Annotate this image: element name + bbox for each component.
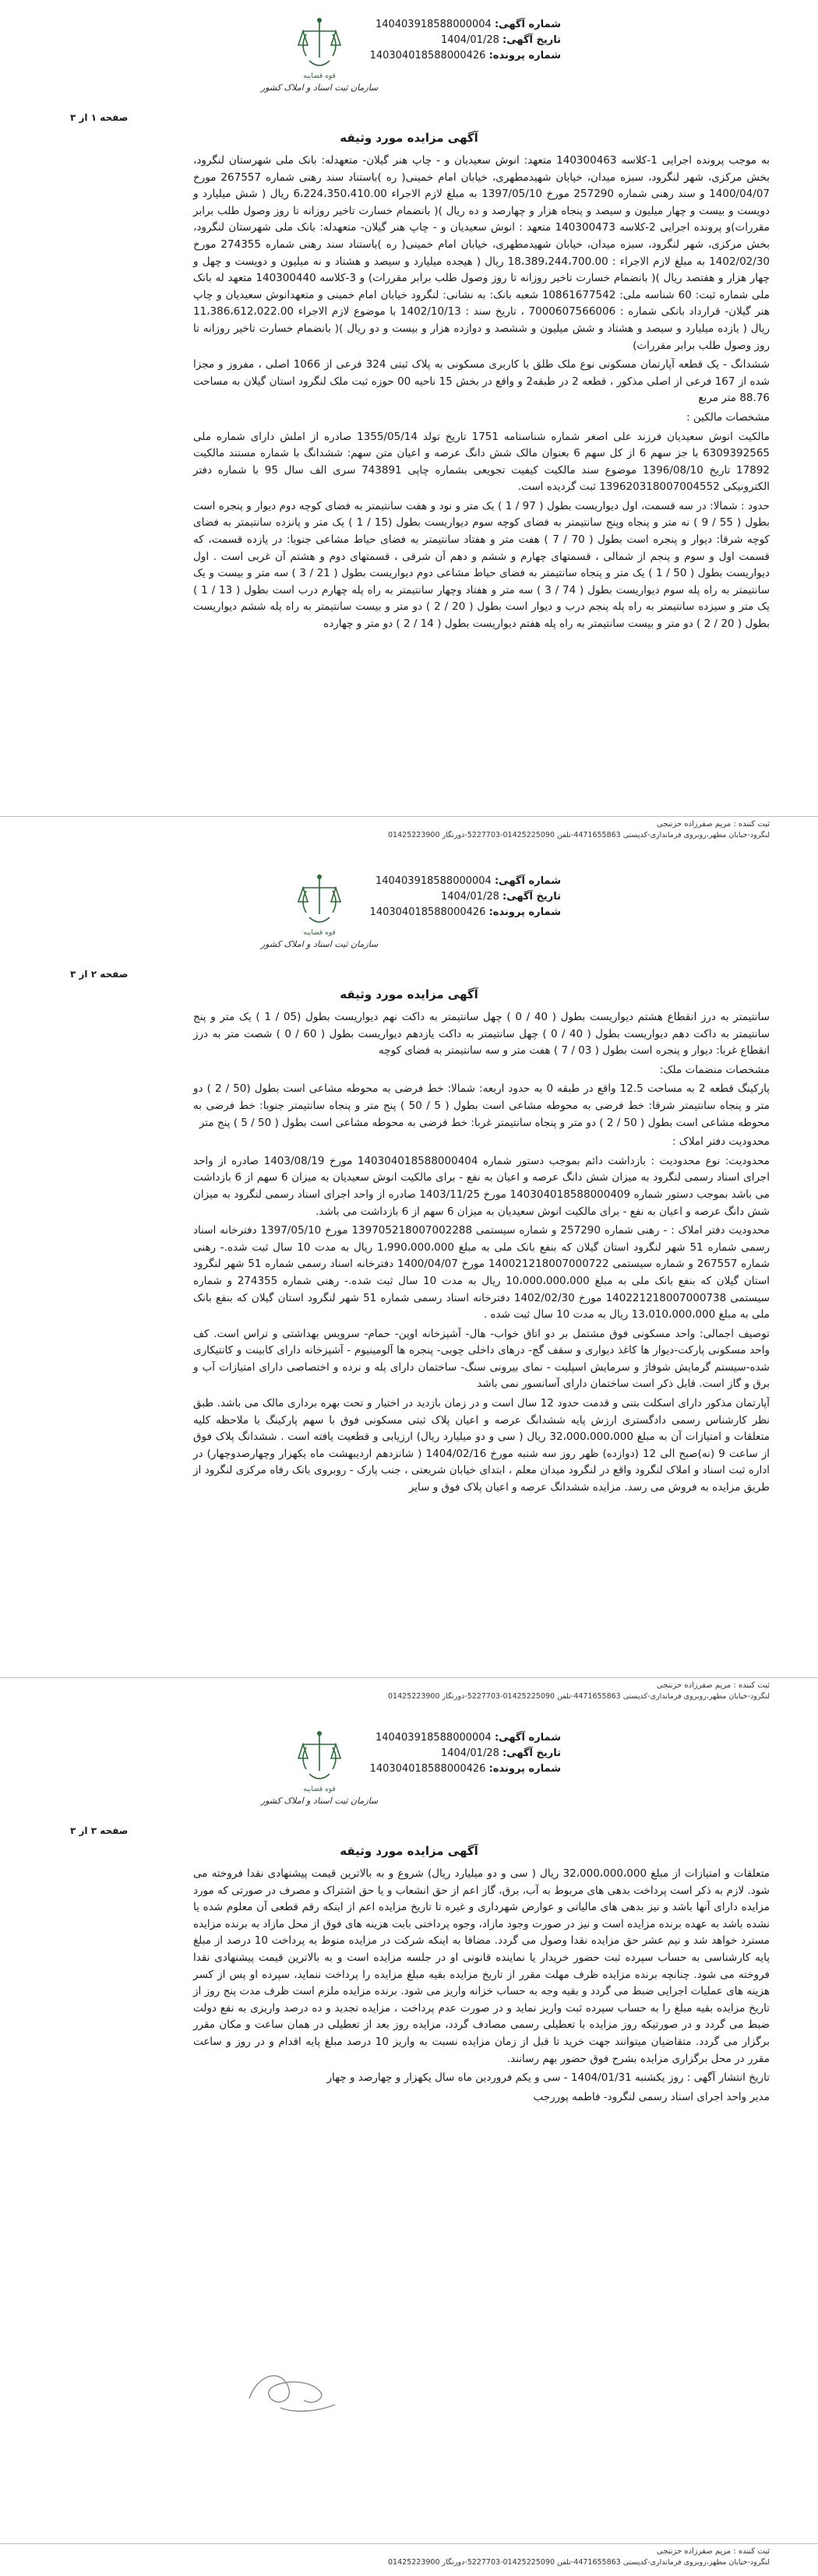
paragraph: مالکیت انوش سعیدیان فرزند علی اصغر شماره شناسنامه 1751 تاریخ تولد 1355/05/14 صادره از املش دارای شماره ملی 6309392565 با جز سهم 6 از کل سهم 6 بعنوان مالک شش دانگ عرصه و اعیان متن سهم: ششدانگ با شماره مستند مالکیت 17892 تاریخ 1396/08/10 موضوع سند مالکیت کیفیت تجویعی بشماره چاپی 743891 سری الف سال 95 با شماره دفتر الکترونیکی 139620318007004552 ثبت گردیده است. [193, 430, 770, 494]
case-number: 140304018588000426 [369, 906, 486, 918]
ad-number-label: شماره آگهی: [494, 875, 561, 887]
page-title: آگهی مزایده مورد وثیقه [340, 131, 478, 145]
emblem-caption: سازمان ثبت اسناد و املاک کشور [260, 939, 379, 949]
ad-meta [358, 1730, 561, 1777]
footer-address: لنگرود-خیابان مطهر،روبروی فرمانداری-کدپستی 4471655863-تلفن 01425225090-5227703-دورنگار 01425223900 [388, 831, 770, 839]
page-number: صفحه ۱ از ۳ [70, 112, 129, 123]
paragraph: متعلقات و امتیازات از مبلغ 32،000،000،000 ریال ( سی و دو میلیارد ریال) شروع و به بالاترین قیمت پیشنهادی نقدا فروخته می شود. لازم به ذکر است پرداخت بدهی های مربوط به آب، برق، گاز اعم از حق انشعاب و یا حق اشتراک و مصرف در صورتی که مورد مزایده دارای آنها باشد و نیز بدهی های مالیاتی و عوارض شهرداری و غیره تا تاریخ مزایده اعم از اینکه رقم قطعی آن معلوم شده یا نشده باشد به عهده برنده مزایده است و نیز در صورت وجود مازاد، وجوه پرداختی بابت هزینه های فوق از محل مازاد به برنده مزایده مسترد خواهد شد و نیم عشر حق مزایده نقدا وصول می گردد. مضافا به اینکه شرکت در مزایده منوط به پرداخت 10 درصد از مبلغ پایه کارشناسی به حساب سپرده ثبت حضور خریدار یا نماینده قانونی او در جلسه مزایده است و به بالاترین قیمت پیشنهادی نقدا فروخته می شود. چنانچه برنده مزایده ظرف مهلت مقرر از تاریخ مزایده بقیه مبلغ مزایده را پرداخت ننماید، سپرده او پس از کسر هزینه های عملیات اجرایی ضبط می گردد و بقیه وجه به حساب خزانه واریز می شود. برنده مزایده ملزم است ظرف مدت پنج روز از تاریخ مزایده بقیه مبلغ را به حساب سپرده ثبت واریز نماید و در صورت عدم پرداخت ، مزایده تجدید و ده درصد واریزی به نفع دولت ضبط می گردد و در صورتیکه روز مزایده با تعطیلی رسمی مصادف گردد، مزایده روز بعد از تعطیلی در همان ساعت و مکان مقرر برگزار می گردد. متقاضیان میتوانند جهت خرید تا قبل از زمان مزایده نسبت به واریز 10 درصد مبلغ پایه اقدام و در روز و ساعت مقرر در محل برگزاری مزایده بشرح فوق حضور بهم رسانند. [193, 1867, 770, 2065]
judiciary-emblem-icon [292, 871, 347, 938]
emblem-text: قوه قضاییه [303, 929, 336, 937]
ad-meta [358, 874, 561, 920]
footer-address: لنگرود-خیابان مطهر،روبروی فرمانداری-کدپستی 4471655863-تلفن 01425225090-5227703-دورنگار 01425223900 [388, 2558, 770, 2567]
emblem-text: قوه قضاییه [303, 1786, 336, 1793]
paragraph: پارکینگ قطعه 2 به مساحت 12.5 واقع در طبقه 0 به حدود اربعه: شمالا: خط فرضی به محوطه مشاعی است بطول (50 / 2 ) دو متر و پنجاه سانتیمتر شرقا: خط فرضی به محوطه مشاعی است بطول ( 5 / 50 ) پنج متر و پنجاه سانتیمتر جنوبا: خط فرضی به محوطه مشاعی است بطول ( 50 / 2 ) دو متر و پنجاه سانتیمتر غربا: خط فرضی به محوطه مشاعی است بطول ( 50 / 5 ) پنج متر [193, 1082, 770, 1129]
paragraph: آپارتمان مذکور دارای اسکلت بتنی و قدمت حدود 12 سال است و در زمان بازدید در اختیار و تحت بهره برداری مالک می باشد. طبق نظر کارشناس رسمی دادگستری ارزش پایه ششدانگ عرصه و اعیان پلاک ثبتی مسکونی فوق با سهم پارکینگ با ملاحظه کلیه متعلقات و امتیازات آن به مبلغ 32،000،000،000 ریال ( سی و دو میلیارد ریال) ارزیابی و قطعیت یافته است . ششدانگ پلاک فوق از ساعت 9 (نه)صبح الی 12 (دوازده) ظهر روز سه شنبه مورخ 1404/02/16 ( شانزدهم اردیبهشت ماه یکهزار وچهارصدوچهار) در اداره ثبت اسناد و املاک لنگرود واقع در لنگرود میدان معلم ، ابتدای خیابان شریعتی ، جنب پارک - روبروی بانک رفاه مرکزی لنگرود از طریق مزایده به فروش می رسد. مزایده ششدانگ عرصه و اعیان پلاک فوق و سایر [193, 1397, 770, 1494]
judiciary-emblem-icon [292, 14, 347, 81]
paragraph: محدودیت: نوع محدودیت : بازداشت دائم بموجب دستور شماره 140304018588000404 مورخ 1403/08/19 صادره از واحد اجرای اسناد رسمی لنگرود به میزان شش دانگ عرصه و اعیان به نفع - برای مالکیت انوش سعیدیان به میزان 6 سهم از 6 بازداشت می باشد بموجب دستور شماره 140304018588000409 مورخ 1403/11/25 صادره از واحد اجرای اسناد رسمی لنگرود به میزان شش دانگ عرصه و اعیان به نفع - برای مالکیت انوش سعیدیان به میزان 6 سهم از 6 بازداشت می باشد. [193, 1154, 770, 1218]
footer-registrar: ثبت کننده : مریم صفرزاده حزننجی [656, 1681, 770, 1690]
paragraph: مشخصات منضمات ملک: [659, 1063, 770, 1076]
case-number-label: شماره پرونده: [488, 906, 561, 918]
page-footer [0, 816, 818, 843]
page-title: آگهی مزایده مورد وثیقه [340, 987, 478, 1001]
paragraph: محدودیت دفتر املاک : - رهنی شماره 257290 و شماره سیستمی 139705218007002288 مورخ 1397/05/10 دفترخانه اسناد رسمی شماره 51 شهر لنگرود استان گیلان که بنفع بانک ملی به مبلغ 1،990،000،000 ریال به مدت 10 سال ثبت شده.- رهنی شماره 267557 و شماره سیستمی 140021218007000722 مورخ 1400/04/07 دفترخانه اسناد رسمی شماره 51 شهر لنگرود استان گیلان که بنفع بانک ملی به مبلغ 10،000،000،000 ریال به مدت 10 سال ثبت شده.- رهنی شماره 274355 و شماره سیستمی 140221218007000738 مورخ 1402/02/30 دفترخانه اسناد رسمی شماره 51 شهر لنگرود استان گیلان که بنفع بانک ملی به مبلغ 13،010،000،000 ریال به مدت 10 سال ثبت شده . [193, 1224, 770, 1321]
paragraph: مشخصات مالکین : [686, 410, 770, 424]
emblem-caption: سازمان ثبت اسناد و املاک کشور [260, 1796, 379, 1806]
case-number: 140304018588000426 [369, 50, 486, 62]
footer-registrar: ثبت کننده : مریم صفرزاده حزننجی [656, 2547, 770, 2556]
ad-date-label: تاریخ آگهی: [502, 891, 561, 903]
paragraph: محدودیت دفتر املاک : [672, 1135, 770, 1149]
document-body [193, 1009, 770, 1499]
paragraph: تاریخ انتشار آگهی : روز یکشنبه 1404/01/31 - سی و یکم فروردین ماه سال یکهزار و چهارصد و چهار [326, 2071, 770, 2085]
paragraph: حدود : شمالا: در سه قسمت، اول دیواریست بطول ( 97 / 1 ) یک متر و نود و هفت سانتیمتر به فضای کوچه دوم دیوار و پنجره است بطول ( 55 / 9 ) نه متر و پنجاه وپنج سانتیمتر به فضای کوچه سوم دیواریست بطول (15 / 1 ) یک متر و پانزده سانتیمتر به فضای کوچه شرقا: دیوار و پنجره است بطول ( 70 / 7 ) هفت متر و هفتاد سانتیمتر به فضای حیاط مشاعی جنوبا: در یازده قسمت، که قسمت اول و سوم و پنجم از شمالی ، قسمتهای چهارم و ششم و دهم آن شرقی ، قسمتهای دوم و هشتم آن غربی است . اول دیواریست بطول ( 50 / 1 ) یک متر و پنجاه سانتیمتر به فضای حیاط مشاعی دوم دیواریست بطول ( 21 / 3 ) سه متر و بیست و یک سانتیمتر به راه پله سوم دیواریست بطول ( 74 / 3 ) سه متر و هفتاد وچهار سانتیمتر به راه پله چهارم درب است بطول ( 13 / 1 ) یک متر و سیزده سانتیمتر به راه پله پنجم درب و دیوار است بطول ( 20 / 2 ) دو متر و بیست سانتیمتر به راه پله ششم دیواریست بطول ( 20 / 2 ) دو متر و بیست سانتیمتر به راه پله هفتم دیواریست بطول ( 14 / 2 ) دو متر و چهارده [193, 499, 770, 631]
footer-registrar: ثبت کننده : مریم صفرزاده حزننجی [656, 820, 770, 829]
document-body [193, 1866, 770, 2108]
ad-date: 1404/01/28 [440, 891, 499, 903]
ad-number-label: شماره آگهی: [494, 1732, 561, 1744]
ad-meta [358, 17, 561, 64]
paragraph: مدیر واحد اجرای اسناد رسمی لنگرود- فاطمه پوررجب [533, 2090, 770, 2103]
document-body [193, 153, 770, 635]
page-number: صفحه ۳ از ۳ [70, 1825, 129, 1836]
ad-date: 1404/01/28 [440, 34, 499, 46]
signature-icon [234, 2360, 351, 2422]
footer-address: لنگرود-خیابان مطهر،روبروی فرمانداری-کدپستی 4471655863-تلفن 01425225090-5227703-دورنگار 01425223900 [388, 1692, 770, 1701]
paragraph: توصیف اجمالی: واحد مسکونی فوق مشتمل بر دو اتاق خواب- هال- آشپزخانه اوپن- حمام- سرویس بهداشتی و تراس است. کف واحد مسکونی پارکت-دیوار ها کاغذ دیواری و سقف گچ- درهای داخلی چوبی- پنجره ها آلومینیوم - آشپزخانه دارای کابینت و کانتیکاری شده-سیستم گرمایش شوفاژ و سرمایش اسپلیت - نمای بیرونی سنگ- ساختمان دارای پله و نرده و اختصاصی دارای امتیازات آب و برق و گاز است. قابل ذکر است ساختمان دارای آسانسور نمی باشد [193, 1327, 770, 1391]
page-2 [0, 857, 818, 1713]
page-footer [0, 2543, 818, 2571]
paragraph: ششدانگ - یک قطعه آپارتمان مسکونی نوع ملک طلق با کاربری مسکونی به پلاک ثبتی 324 فرعی از 1066 اصلی ، مفروز و مجزا شده از 167 فرعی از اصلی مذکور ، قطعه 2 در طبقه2 و واقع در بخش 15 ناحیه 00 حوزه ثبت ملک لنگرود استان گیلان به مساحت 88.76 متر مربع [193, 358, 770, 405]
page-1 [0, 0, 818, 857]
ad-date-label: تاریخ آگهی: [502, 1747, 561, 1759]
ad-number-label: شماره آگهی: [494, 19, 561, 30]
page-number: صفحه ۲ از ۳ [70, 969, 129, 980]
ad-date: 1404/01/28 [440, 1747, 499, 1759]
page-3 [0, 1713, 818, 2576]
ad-number: 140403918588000004 [375, 875, 492, 887]
paragraph: به موجب پرونده اجرایی 1-کلاسه 140300463 متعهد: انوش سعیدیان و - چاپ هنر گیلان- متعهدله: بانک ملی شهرستان لنگرود، بخش مرکزی، شهر لنگرود، سبزه میدان، خیابان شهیدمطهری، خیابان امام خمینی( ره )باستناد سند رهنی شماره 267557 مورخ 1400/04/07 و سند رهنی شماره 257290 مورخ 1397/05/10 به مبلغ لازم الاجراء 6،224،350،410.00 ریال ( شش میلیارد و دویست و بیست و چهار میلیون و سیصد و پنجاه هزار و چهارصد و ده ریال )( بانضمام خسارت تاخیر روزانه تا روز وصول طلب برابر مقررات)و پرونده اجرایی 2-کلاسه 140300473 متعهد : انوش سعیدیان و - چاپ هنر گیلان- متعهدله: بانک ملی شهرستان لنگرود، بخش مرکزی، شهر لنگرود، سبزه میدان، خیابان شهیدمطهری، خیابان امام خمینی( ره )باستناد سند رهنی شماره 274355 مورخ 1402/02/30 به مبلغ لازم الاجراء : 18،389،244،700.00 ریال ( هیجده میلیارد و سیصد و هشتاد و نه میلیون و دویست و چهل و چهار هزار و هفتصد ریال )( بانضمام خسارت تاخیر روزانه تا روز وصول طلب برابر مقررات) و 3-کلاسه 140300440 متعهد له بانک ملی شماره ثبت: 60 شناسه ملی: 10861677542 شعبه بانک: به نشانی: لنگرود خیابان امام خمینی و متعهدانوش سعیدیان و چاپ هنر گیلان- قرارداد بانکی شماره : 7000607566006 ، تاریخ سند : 1402/10/13 با موضوع لازم الاجراء 11،386،612،022.00 ریال ( یازده میلیارد و سیصد و هشتاد و شش میلیون و ششصد و دوازده هزار و بیست و دو ریال )( بانضمام خسارت تاخیر روزانه تا روز وصول طلب برابر مقررات) [193, 154, 770, 352]
ad-date-label: تاریخ آگهی: [502, 34, 561, 46]
judiciary-emblem-icon [292, 1727, 347, 1794]
paragraph: سانتیمتر به درز انقطاع هشتم دیواریست بطول ( 40 / 0 ) چهل سانتیمتر به داکت نهم دیواریست بطول (05 / 1 ) یک متر و پنج سانتیمتر به داکت دهم دیواریست بطول ( 40 / 0 ) چهل سانتیمتر به داکت یازدهم دیواریست بطول ( 60 / 0 ) شصت متر به درز انقطاع غربا: دیوار و پنجره است بطول ( 03 / 7 ) هفت متر و سه سانتیمتر به فضای کوچه [193, 1011, 770, 1057]
ad-number: 140403918588000004 [375, 19, 492, 30]
case-number-label: شماره پرونده: [488, 50, 561, 62]
case-number-label: شماره پرونده: [488, 1763, 561, 1775]
ad-number: 140403918588000004 [375, 1732, 492, 1744]
emblem-caption: سازمان ثبت اسناد و املاک کشور [260, 83, 379, 93]
emblem-text: قوه قضاییه [303, 72, 336, 80]
page-footer [0, 1677, 818, 1705]
case-number: 140304018588000426 [369, 1763, 486, 1775]
page-title: آگهی مزایده مورد وثیقه [340, 1844, 478, 1858]
